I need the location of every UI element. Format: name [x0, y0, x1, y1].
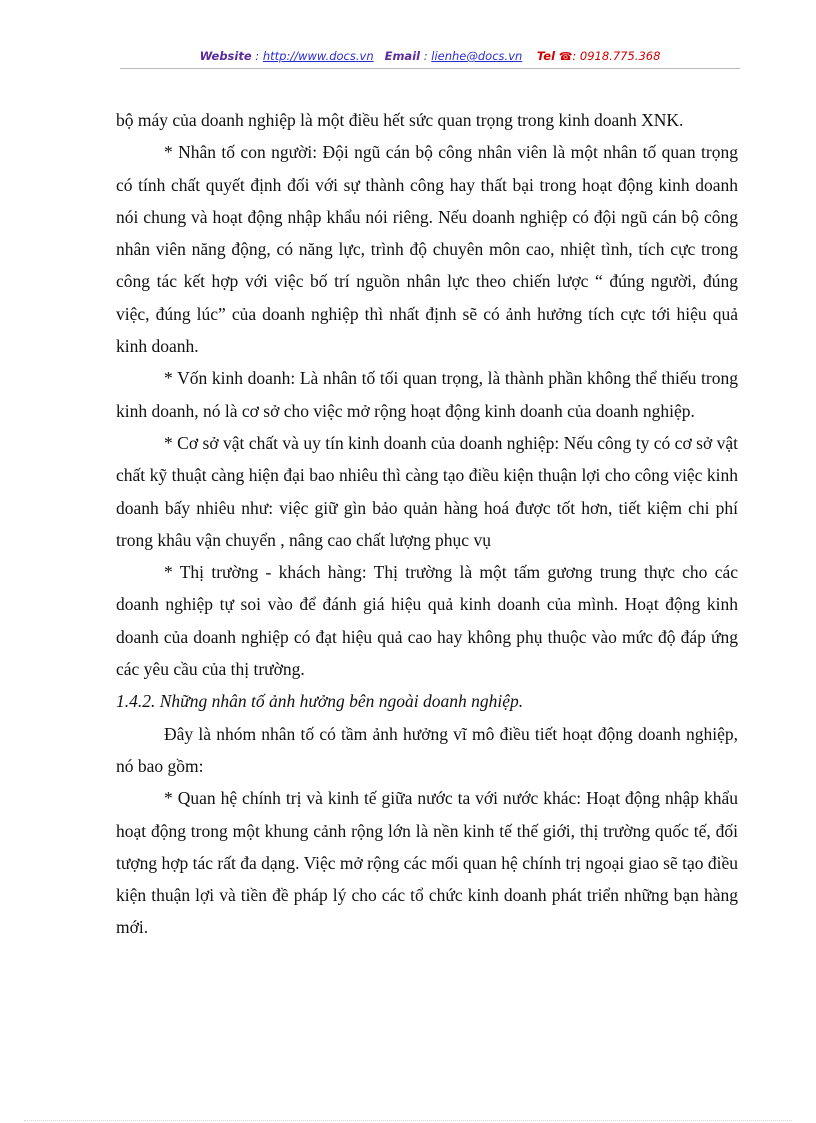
paragraph-capital: * Vốn kinh doanh: Là nhân tố tối quan trọng, là thành phần không thể thiếu trong kinh doanh, nó là cơ sở cho việc mở rộng hoạt động kinh doanh của doanh nghiệp. [116, 368, 738, 421]
website-label: Website [199, 49, 252, 63]
paragraph-facilities: * Cơ sở vật chất và uy tín kinh doanh của doanh nghiệp: Nếu công ty có cơ sở vật chất kỹ thuật càng hiện đại bao nhiêu thì càng tạo điều kiện thuận lợi cho công việc kinh doanh bấy nhiêu như: việc giữ gìn bảo quản hàng hoá được tốt hơn, tiết kiệm chi phí trong khâu vận chuyển , nâng cao chất lượng phục vụ [116, 432, 738, 550]
document-body [116, 104, 738, 944]
paragraph-market: * Thị trường - khách hàng: Thị trường là một tấm gương trung thực cho các doanh nghiệp tự soi vào để đánh giá hiệu quả kinh doanh của mình. Hoạt động kinh doanh của doanh nghiệp có đạt hiệu quả cao hay không phụ thuộc vào mức độ đáp ứng các yêu cầu của thị trường. [116, 562, 738, 680]
phone-icon: ☎ [558, 50, 573, 63]
phone-number: : 0918.775.368 [572, 49, 661, 63]
tel-label: Tel [536, 49, 556, 63]
email-label: Email [384, 49, 421, 63]
paragraph-human-factor: * Nhân tố con người: Đội ngũ cán bộ công nhân viên là một nhân tố quan trọng có tính chất quyết định đối với sự thành công hay thất bại trong hoạt động kinh doanh nói chung và hoạt động nhập khẩu nói riêng. Nếu doanh nghiệp có đội ngũ cán bộ công nhân viên năng động, có năng lực, trình độ chuyên môn cao, nhiệt tình, tích cực trong công tác kết hợp với việc bố trí nguồn nhân lực theo chiến lược “ đúng người, đúng việc, đúng lúc” của doanh nghiệp thì nhất định sẽ có ảnh hưởng tích cực tới hiệu quả kinh doanh. [116, 142, 738, 357]
website-separator: : [251, 49, 263, 63]
page-header [120, 46, 740, 69]
page-footer-divider [24, 1120, 792, 1121]
paragraph-continuation: bộ máy của doanh nghiệp là một điều hết sức quan trọng trong kinh doanh XNK. [116, 110, 684, 130]
paragraph-political-relations: * Quan hệ chính trị và kinh tế giữa nước ta với nước khác: Hoạt động nhập khẩu hoạt động trong một khung cảnh rộng lớn là nền kinh tế thế giới, thị trường quốc tế, đối tượng hợp tác rất đa dạng. Việc mở rộng các mối quan hệ chính trị ngoại giao sẽ tạo điều kiện thuận lợi và tiền đề pháp lý cho các tổ chức kinh doanh phát triển những bạn hàng mới. [116, 788, 738, 938]
email-separator: : [420, 49, 432, 63]
section-heading: 1.4.2. Những nhân tố ảnh hưởng bên ngoài doanh nghiệp. [116, 691, 524, 712]
email-link[interactable]: lienhe@docs.vn [431, 49, 523, 63]
website-link[interactable]: http://www.docs.vn [262, 49, 374, 63]
paragraph-external-intro: Đây là nhóm nhân tố có tầm ảnh hưởng vĩ mô điều tiết hoạt động doanh nghiệp, nó bao gồm: [116, 723, 738, 776]
